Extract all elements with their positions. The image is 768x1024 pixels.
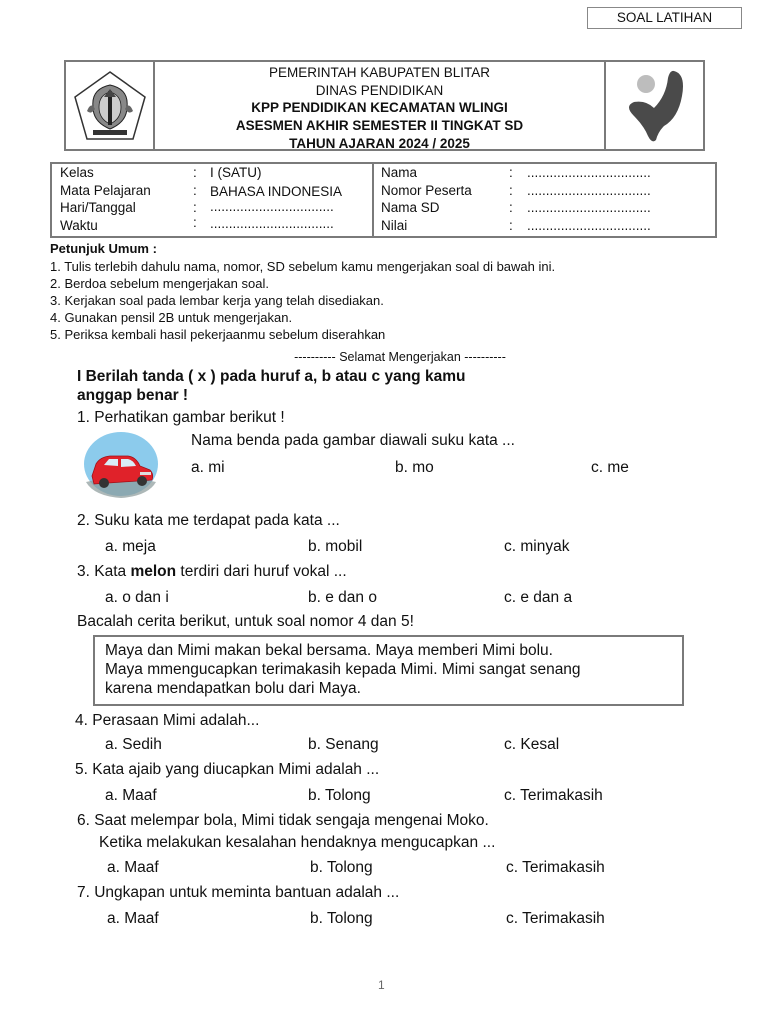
question-7: 7. Ungkapan untuk meminta bantuan adalah ... — [77, 884, 400, 901]
q3-option-a[interactable]: a. o dan i — [105, 589, 169, 606]
tag-label: SOAL LATIHAN — [616, 10, 713, 25]
story-line-1: Maya dan Mimi makan bekal bersama. Maya memberi Mimi bolu. — [105, 642, 553, 659]
instruction-item: 2. Berdoa sebelum mengerjakan soal. — [50, 276, 269, 291]
story-line-2: Maya mmengucapkan terimakasih kepada Mimi. Mimi sangat senang — [105, 661, 581, 678]
q3-option-c[interactable]: c. e dan a — [504, 589, 573, 606]
header-line-2: DINAS PENDIDIKAN — [315, 82, 444, 98]
exam-header — [64, 60, 705, 151]
logo-left-cell — [66, 62, 155, 149]
reading-intro: Bacalah cerita berikut, untuk soal nomor 4 dan 5! — [77, 613, 414, 630]
q6-option-a[interactable]: a. Maaf — [107, 859, 159, 876]
header-line-5: TAHUN AJARAN 2024 / 2025 — [289, 136, 470, 151]
nama-input[interactable]: ................................. — [527, 165, 651, 180]
instruction-item: 4. Gunakan pensil 2B untuk mengerjakan. — [50, 310, 293, 325]
question-2: 2. Suku kata me terdapat pada kata ... — [77, 512, 340, 529]
question-6-line-2: Ketika melakukan kesalahan hendaknya mengucapkan ... — [99, 834, 496, 851]
question-3-prefix: 3. Kata — [77, 563, 131, 580]
question-1-prompt: Nama benda pada gambar diawali suku kata ... — [191, 432, 515, 449]
instruction-item: 3. Kerjakan soal pada lembar kerja yang telah disediakan. — [50, 293, 384, 308]
field-label: Nama SD — [381, 200, 440, 215]
field-colon: : — [509, 165, 513, 180]
field-colon: : — [509, 200, 513, 215]
q6-option-c[interactable]: c. Terimakasih — [506, 859, 605, 876]
q2-option-c[interactable]: c. minyak — [504, 538, 570, 555]
field-colon: : — [509, 183, 513, 198]
header-line-4: ASESMEN AKHIR SEMESTER II TINGKAT SD — [235, 118, 524, 133]
red-car-image — [82, 430, 160, 500]
story-box — [93, 635, 684, 706]
header-titles — [155, 62, 604, 149]
education-logo-icon — [620, 66, 690, 146]
q7-option-b[interactable]: b. Tolong — [310, 910, 373, 927]
q5-option-b[interactable]: b. Tolong — [308, 787, 371, 804]
field-colon: : — [193, 200, 197, 215]
story-line-3: karena mendapatkan bolu dari Maya. — [105, 680, 361, 697]
nilai-input[interactable]: ................................. — [527, 218, 651, 233]
question-6: 6. Saat melempar bola, Mimi tidak sengaja mengenai Moko. — [77, 812, 489, 829]
field-colon: : — [193, 183, 197, 198]
question-4: 4. Perasaan Mimi adalah... — [75, 712, 260, 729]
field-colon: : — [509, 218, 513, 233]
field-label: Mata Pelajaran — [60, 183, 151, 198]
identity-right-column — [374, 164, 715, 236]
identity-left-column — [52, 164, 374, 236]
field-label: Nomor Peserta — [381, 183, 472, 198]
q4-option-b[interactable]: b. Senang — [308, 736, 379, 753]
q2-option-b[interactable]: b. mobil — [308, 538, 363, 555]
q1-option-c[interactable]: c. me — [591, 459, 629, 476]
regency-emblem-icon — [71, 67, 149, 145]
q5-option-a[interactable]: a. Maaf — [105, 787, 157, 804]
q2-option-a[interactable]: a. meja — [105, 538, 156, 555]
field-label: Kelas — [60, 165, 94, 180]
q1-option-a[interactable]: a. mi — [191, 459, 225, 476]
header-line-3: KPP PENDIDIKAN KECAMATAN WLINGI — [251, 100, 508, 115]
instruction-item: 1. Tulis terlebih dahulu nama, nomor, SD sebelum kamu mengerjakan soal di bawah ini. — [50, 259, 556, 274]
nama-sd-input[interactable]: ................................. — [527, 200, 651, 215]
page-number: 1 — [378, 978, 385, 992]
q7-option-a[interactable]: a. Maaf — [107, 910, 159, 927]
section-title-line-2: anggap benar ! — [77, 387, 189, 404]
q4-option-a[interactable]: a. Sedih — [105, 736, 162, 753]
nomor-peserta-input[interactable]: ................................. — [527, 183, 651, 198]
field-label: Hari/Tanggal — [60, 200, 136, 215]
field-colon: : — [193, 165, 197, 180]
q7-option-c[interactable]: c. Terimakasih — [506, 910, 605, 927]
instruction-item: 5. Periksa kembali hasil pekerjaanmu sebelum diserahkan — [50, 327, 386, 342]
header-line-1: PEMERINTAH KABUPATEN BLITAR — [268, 65, 491, 80]
question-3 — [77, 563, 347, 581]
field-value: BAHASA INDONESIA — [210, 184, 343, 199]
greeting-divider: ---------- Selamat Mengerjakan ---------- — [294, 350, 506, 364]
field-label: Nilai — [381, 218, 408, 233]
waktu-input[interactable]: ................................. — [210, 216, 334, 231]
question-3-keyword: melon — [130, 563, 177, 580]
instructions-title: Petunjuk Umum : — [50, 241, 157, 256]
field-colon: : — [193, 215, 197, 230]
hari-tanggal-input[interactable]: ................................. — [210, 199, 334, 214]
question-5: 5. Kata ajaib yang diucapkan Mimi adalah ... — [75, 761, 380, 778]
q1-option-b[interactable]: b. mo — [395, 459, 434, 476]
field-value: I (SATU) — [210, 165, 262, 180]
question-3-suffix: terdiri dari huruf vokal ... — [176, 563, 347, 580]
field-label: Waktu — [60, 218, 98, 233]
document-tag — [587, 7, 742, 29]
red-car-icon — [82, 430, 160, 500]
q5-option-c[interactable]: c. Terimakasih — [504, 787, 603, 804]
identity-table — [50, 162, 717, 238]
question-1: 1. Perhatikan gambar berikut ! — [77, 409, 285, 426]
section-title-line-1: I Berilah tanda ( x ) pada huruf a, b atau c yang kamu — [77, 368, 466, 385]
q3-option-b[interactable]: b. e dan o — [308, 589, 377, 606]
section-title — [77, 367, 537, 405]
logo-right-cell — [604, 62, 703, 149]
q4-option-c[interactable]: c. Kesal — [504, 736, 560, 753]
field-label: Nama — [381, 165, 418, 180]
q6-option-b[interactable]: b. Tolong — [310, 859, 373, 876]
